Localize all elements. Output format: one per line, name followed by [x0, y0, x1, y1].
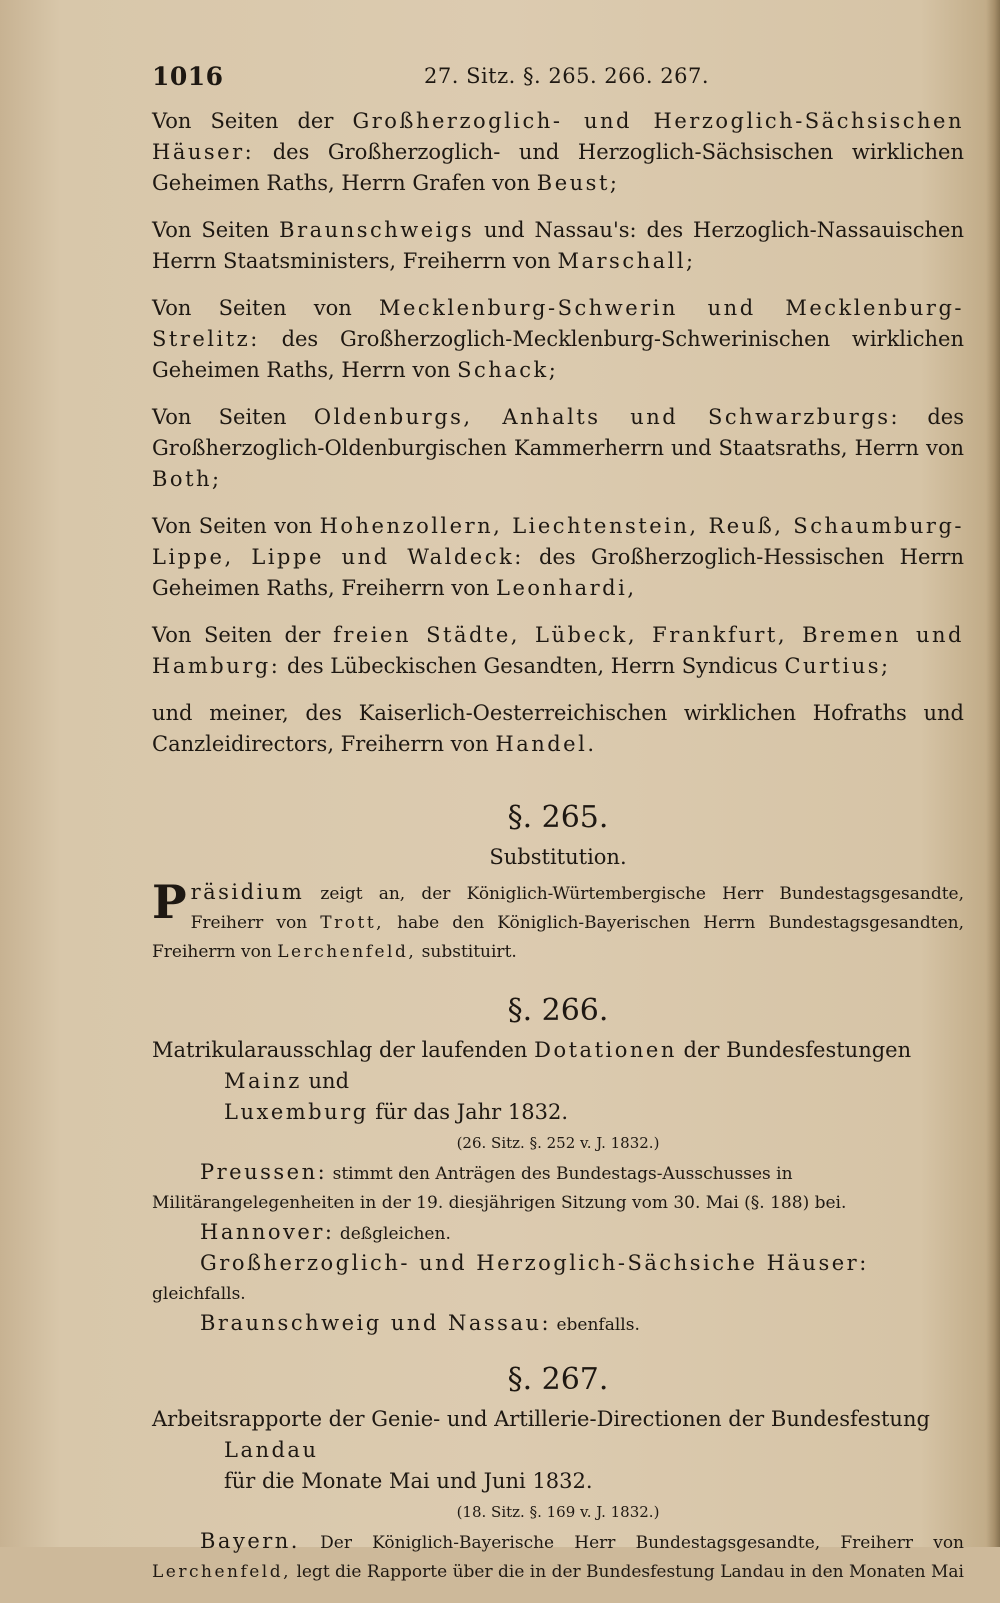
- section-266-title-spaced-2: Mainz: [224, 1069, 302, 1093]
- intro-paragraph-lead: Von Seiten: [152, 218, 270, 242]
- page-body: [152, 106, 964, 1603]
- section-266-title-spaced-3: Luxemburg: [224, 1100, 369, 1124]
- intro-paragraph-text: des Großherzoglich-Hessischen Herrn Geheimen Raths, Freiherrn von: [152, 545, 964, 600]
- vote-state: Braunschweig und Nassau:: [200, 1311, 552, 1335]
- section-266-title-a: Matrikularausschlag der laufenden: [152, 1038, 528, 1062]
- intro-paragraph-lead: Von Seiten der: [152, 109, 334, 133]
- vote-entry: [152, 1158, 964, 1218]
- intro-paragraph-spaced2: Beust;: [536, 171, 620, 195]
- section-265-name-1: Trott,: [320, 913, 385, 933]
- section-265-lead: räsidium: [190, 880, 305, 904]
- intro-paragraph: [152, 620, 964, 682]
- intro-paragraph-spaced: Hohenzollern, Liechtenstein, Reuß, Schaumburg-Lippe, Lippe und Waldeck:: [152, 514, 964, 569]
- intro-paragraph-text: des Großherzoglich-Mecklenburg-Schwerinischen wirklichen Geheimen Raths, Herrn von: [152, 327, 964, 382]
- intro-paragraph: [152, 698, 964, 760]
- section-267-state: Bayern.: [200, 1529, 300, 1553]
- intro-paragraph: [152, 215, 964, 277]
- intro-paragraph-lead: Von Seiten: [152, 405, 287, 429]
- intro-paragraph-spaced: freien Städte, Lübeck, Frankfurt, Bremen und Hamburg:: [152, 623, 964, 678]
- intro-paragraph-spaced2: Leonhardi,: [496, 576, 637, 600]
- intro-paragraph: [152, 293, 964, 386]
- page-header: [152, 62, 964, 96]
- section-267-reference: (18. Sitz. §. 169 v. J. 1832.): [456, 1503, 660, 1521]
- section-267-text-2: legt die Rapporte über die in der Bundesfestung Landau in den Monaten Mai: [296, 1562, 964, 1582]
- section-266-votes: [152, 1158, 964, 1340]
- intro-paragraph-text: Kaiserlich-Oesterreichischen wirklichen Hofraths und Canzleidirectors, Freiherrn von: [152, 701, 964, 756]
- section-267-name: Lerchenfeld,: [152, 1562, 292, 1582]
- section-267-title-b: für die Monate Mai und Juni 1832.: [224, 1469, 593, 1493]
- section-265-text-3: substituirt.: [421, 942, 517, 962]
- drop-cap: P: [152, 875, 187, 929]
- page-edge-shadow: [986, 0, 1000, 1547]
- vote-state: Hannover:: [200, 1220, 335, 1244]
- intro-paragraph: [152, 511, 964, 604]
- intro-paragraph-lead: Von Seiten von: [152, 296, 352, 320]
- section-266-title-spaced: Dotationen: [534, 1038, 677, 1062]
- intro-paragraph: [152, 106, 964, 199]
- intro-paragraph-lead: Von Seiten der: [152, 623, 321, 647]
- vote-entry: [152, 1249, 964, 1309]
- intro-paragraph-spaced: Oldenburgs, Anhalts und Schwarzburgs:: [313, 405, 901, 429]
- page-number: 1016: [152, 62, 224, 91]
- section-267-text: Der Königlich-Bayerische Herr Bundestagsgesandte, Freiherr von: [320, 1533, 965, 1553]
- vote-text: gleichfalls.: [152, 1284, 246, 1304]
- section-267-title: [152, 1404, 964, 1497]
- vote-entry: [152, 1309, 964, 1340]
- intro-paragraph-text: des Großherzoglich- und Herzoglich-Sächsischen wirklichen Geheimen Raths, Herrn Grafen von: [152, 140, 964, 195]
- intro-paragraph-spaced2: Handel.: [495, 732, 597, 756]
- section-266-reference: (26. Sitz. §. 252 v. J. 1832.): [456, 1134, 660, 1152]
- section-267-heading: §. 267.: [507, 1362, 609, 1397]
- section-267-title-spaced: Landau: [224, 1438, 319, 1462]
- intro-paragraph-spaced2: Curtius;: [784, 654, 891, 678]
- intro-paragraph-spaced: Großherzoglich- und Herzoglich-Sächsischen Häuser:: [152, 109, 964, 164]
- section-266-title-b: der Bundesfestungen: [683, 1038, 912, 1062]
- section-266-title-c: und: [308, 1069, 350, 1093]
- intro-paragraph-lead: und meiner, des: [152, 701, 342, 725]
- intro-paragraph-text: des Großherzoglich-Oldenburgischen Kammerherrn und Staatsraths, Herrn von: [152, 405, 964, 460]
- intro-paragraph-spaced: Mecklenburg-Schwerin und Mecklenburg-Strelitz:: [152, 296, 964, 351]
- section-265-text-2: habe den Königlich-Bayerischen Herrn Bundestagsgesandten, Freiherrn von: [152, 913, 964, 962]
- intro-paragraph-spaced2: Both;: [152, 467, 222, 491]
- section-265-text: zeigt an, der Königlich-Würtembergische Herr Bundestagsgesandte, Freiherr von: [190, 884, 964, 933]
- intro-paragraph-spaced2: Schack;: [457, 358, 559, 382]
- intro-paragraph-spaced: Braunschweigs: [279, 218, 475, 242]
- section-265-body: [152, 875, 964, 967]
- section-267-body: [152, 1527, 964, 1587]
- vote-text: deßgleichen.: [339, 1224, 451, 1244]
- intro-paragraph: [152, 402, 964, 495]
- vote-state: Großherzoglich- und Herzoglich-Sächsiche Häuser:: [200, 1251, 869, 1275]
- section-266-heading: §. 266.: [507, 993, 609, 1028]
- intro-paragraph-lead: Von Seiten von: [152, 514, 313, 538]
- section-266-title: [152, 1035, 964, 1128]
- intro-paragraph-text: und Nassau's: des Herzoglich-Nassauischen Herrn Staatsministers, Freiherrn von: [152, 218, 964, 273]
- section-265-title: Substitution.: [489, 845, 627, 869]
- vote-entry: [152, 1218, 964, 1249]
- vote-text: ebenfalls.: [556, 1315, 640, 1335]
- section-266-title-d: für das Jahr 1832.: [375, 1100, 569, 1124]
- section-265-heading: §. 265.: [507, 800, 609, 835]
- intro-paragraphs: [152, 106, 964, 760]
- section-267-title-a: Arbeitsrapporte der Genie- und Artillerie-Directionen der Bundesfestung: [152, 1407, 930, 1431]
- vote-text: stimmt den Anträgen des Bundestags-Ausschusses in Militärangelegenheiten in der 19. diesjährigen Sitzung vom 30. Mai (§. 188) bei.: [152, 1164, 847, 1213]
- vote-state: Preussen:: [200, 1160, 328, 1184]
- section-265-name-2: Lerchenfeld,: [277, 942, 417, 962]
- intro-paragraph-text: des Lübeckischen Gesandten, Herrn Syndicus: [286, 654, 778, 678]
- intro-paragraph-spaced2: Marschall;: [557, 249, 696, 273]
- running-head: 27. Sitz. §. 265. 266. 267.: [424, 64, 710, 88]
